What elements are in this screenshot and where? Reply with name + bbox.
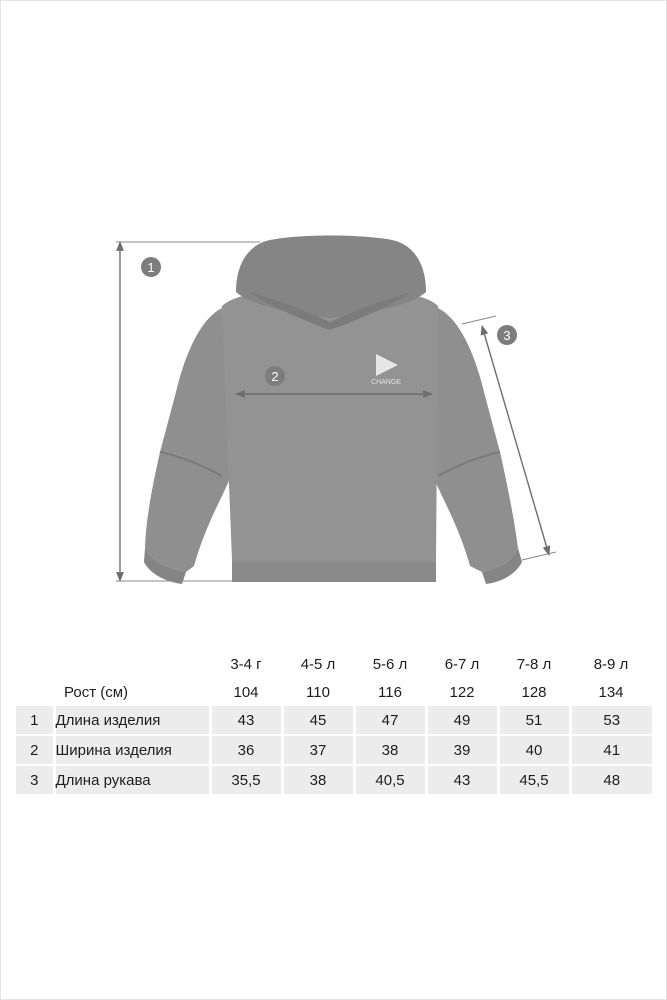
row-label: Длина изделия [54,706,210,734]
value-cell: 40 [498,736,570,764]
table-row [16,736,652,764]
value-cell: 45,5 [498,766,570,794]
sleeve-guide-bottom [522,552,556,560]
svg-text:3: 3 [503,328,511,343]
height-cell: 128 [521,683,547,701]
value-cell: 48 [570,766,652,794]
row-index: 1 [16,706,54,734]
size-cell: 8-9 л [593,655,629,673]
svg-text:1: 1 [147,260,155,275]
height-cell: 104 [233,683,259,701]
value-cell: 39 [426,736,498,764]
value-cell: 43 [210,706,282,734]
value-cell: 36 [210,736,282,764]
height-cell: 122 [449,683,475,701]
size-header-row [16,650,652,678]
height-cell: 116 [378,683,402,701]
value-cell: 43 [426,766,498,794]
row-index: 2 [16,736,54,764]
table-row [16,706,652,734]
row-index: 3 [16,766,54,794]
marker-2 [265,366,285,386]
size-cell: 3-4 г [230,655,262,673]
marker-3 [497,325,517,345]
value-cell: 45 [282,706,354,734]
value-cell: 38 [354,736,426,764]
brand-logo-text: CHANGE [371,379,401,386]
height-cell: 134 [598,683,624,701]
row-label: Длина рукава [54,766,210,794]
height-label: Рост (см) [64,683,129,701]
size-cell: 4-5 л [300,655,336,673]
value-cell: 51 [498,706,570,734]
value-cell: 37 [282,736,354,764]
value-cell: 53 [570,706,652,734]
height-cell: 110 [306,683,330,701]
sleeve-guide-top [462,316,496,324]
value-cell: 41 [570,736,652,764]
value-cell: 35,5 [210,766,282,794]
size-table [16,650,652,794]
table-row [16,766,652,794]
size-cell: 5-6 л [372,655,408,673]
hoodie-shape [144,236,522,585]
svg-text:2: 2 [271,369,279,384]
value-cell: 38 [282,766,354,794]
value-cell: 49 [426,706,498,734]
size-cell: 7-8 л [516,655,552,673]
marker-1 [141,257,161,277]
value-cell: 40,5 [354,766,426,794]
row-label: Ширина изделия [54,736,210,764]
size-cell: 6-7 л [444,655,480,673]
value-cell: 47 [354,706,426,734]
height-row [16,678,652,706]
